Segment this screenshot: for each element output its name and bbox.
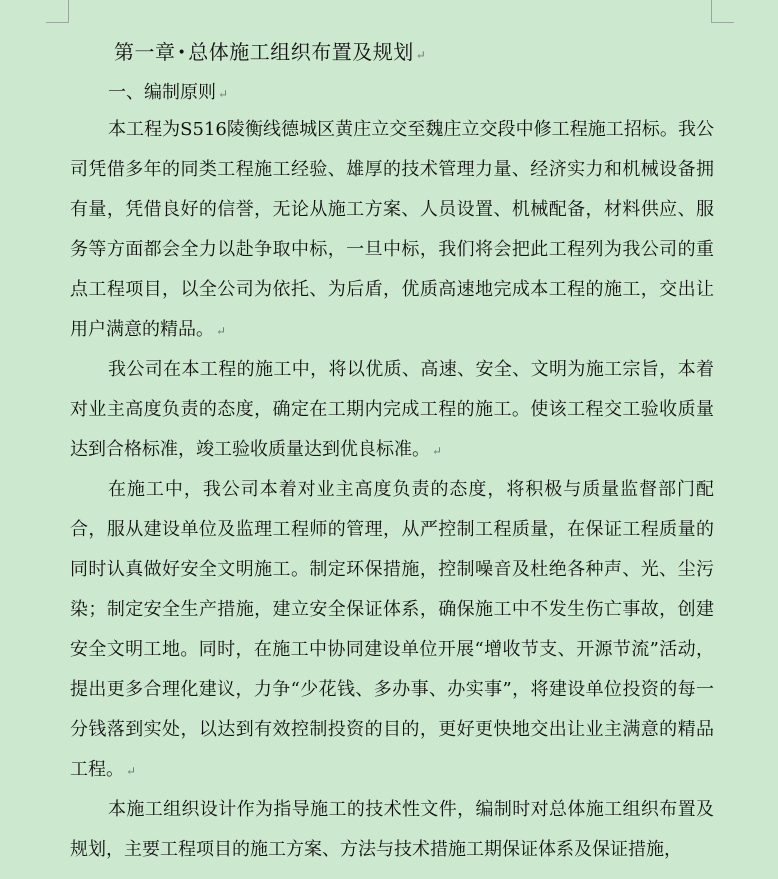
section-heading [108, 78, 228, 104]
chapter-number: 第一章 [114, 40, 176, 64]
body-paragraph [70, 350, 714, 471]
paragraph-mark-icon: ↵ [126, 764, 137, 778]
paragraph-text: 本工程为S516陵衡线德城区黄庄立交至魏庄立交段中修工程施工招标。我公司凭借多年的同类工程施工经验、雄厚的技术管理力量、经济实力和机械设备拥有量，凭借良好的信誉，无论从施工方案、人员设置、机械配备，材料供应、服务等方面都会全力以赴争取中标，一旦中标，我们将会把此工程列为我公司的重点工程项目，以全公司为依托、为后盾，优质高速地完成本工程的施工，交出让用户满意的精品。 [70, 119, 714, 340]
margin-corner-top-left [46, 0, 69, 23]
paragraph-mark-icon: ↵ [218, 87, 229, 101]
body-paragraph [70, 470, 714, 791]
paragraph-text: 我公司在本工程的施工中，将以优质、高速、安全、文明为施工宗旨，本着对业主高度负责的态度，确定在工期内完成工程的施工。使该工程交工验收质量达到合格标准，竣工验收质量达到优良标准。 [70, 359, 714, 460]
paragraph-mark-icon: ↵ [415, 48, 427, 62]
body-paragraph [70, 790, 714, 870]
paragraph-text: 在施工中，我公司本着对业主高度负责的态度，将积极与质量监督部门配合，服从建设单位及监理工程师的管理，从严控制工程质量，在保证工程质量的同时认真做好安全文明施工。制定环保措施，控制噪音及杜绝各种声、光、尘污染；制定安全生产措施，建立安全保证体系，确保施工中不发生伤亡事故，创建安全文明工地。同时，在施工中协同建设单位开展“增收节支、开源节流”活动，提出更多合理化建议，力争“少花钱、多办事、办实事”，将建设单位投资的每一分钱落到实处，以达到有效控制投资的目的，更好更快地交出让业主满意的精品工程。 [70, 479, 714, 780]
title-separator: • [177, 45, 187, 61]
margin-corner-top-right [711, 0, 734, 23]
paragraph-mark-icon: ↵ [216, 324, 227, 338]
paragraph-text: 本施工组织设计作为指导施工的技术性文件，编制时对总体施工组织布置及规划，主要工程项目的施工方案、方法与技术措施工期保证体系及保证措施， [70, 799, 714, 860]
chapter-title [114, 36, 426, 65]
body-paragraph [70, 110, 714, 351]
chapter-name: 总体施工组织布置及规划 [188, 40, 414, 64]
paragraph-mark-icon: ↵ [432, 444, 443, 458]
section-heading-text: 一、编制原则 [108, 82, 216, 103]
